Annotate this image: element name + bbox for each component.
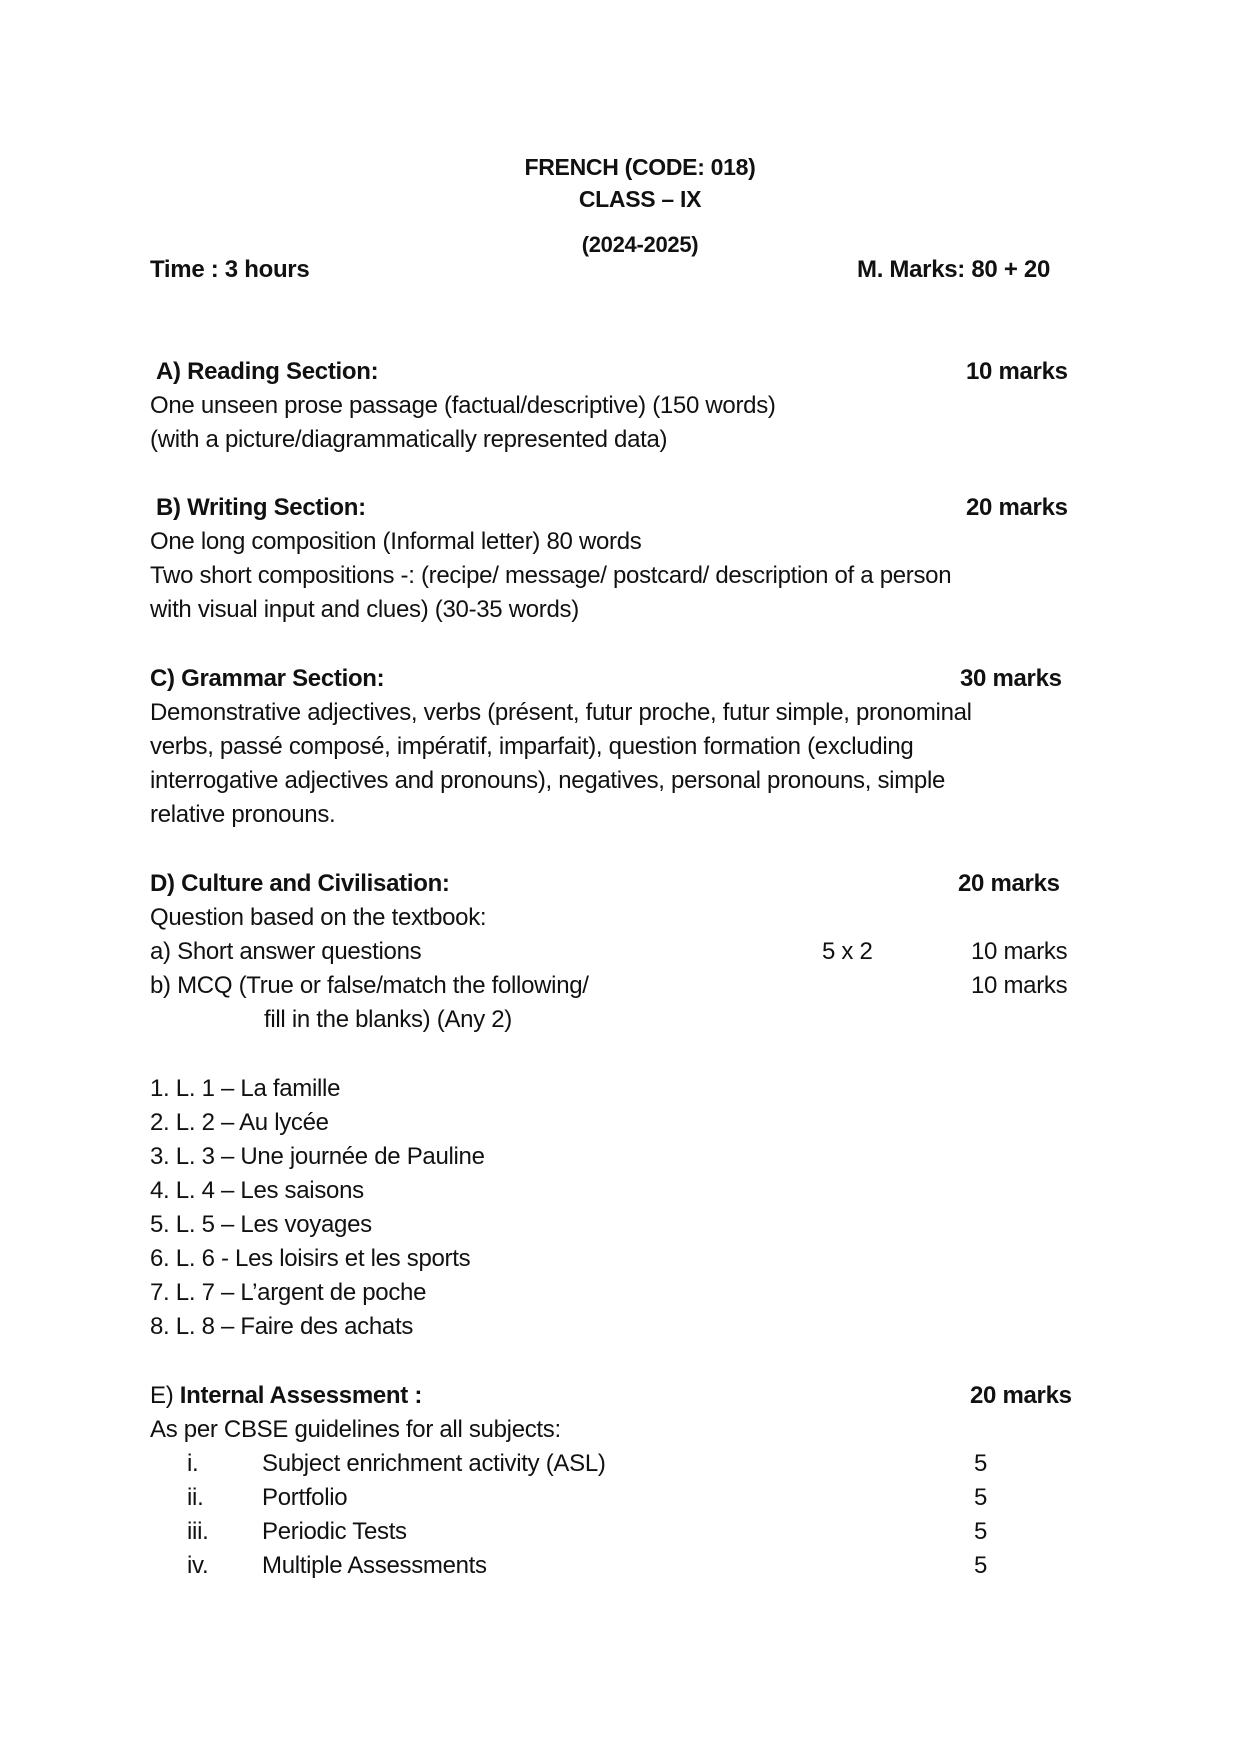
- section-heading: A) Reading Section:: [156, 358, 379, 385]
- question-type-label: b) MCQ (True or false/match the following/: [150, 972, 589, 999]
- list-item: 1. L. 1 – La famille: [150, 1075, 341, 1102]
- session-label: (2024-2025): [581, 232, 699, 257]
- class-label: CLASS – IX: [578, 186, 702, 212]
- question-split: 5 x 2: [822, 938, 873, 965]
- item-marks: 5: [974, 1518, 988, 1545]
- item-marks: 5: [974, 1450, 988, 1477]
- section-heading-text: Internal Assessment :: [179, 1382, 423, 1409]
- item-number: iii.: [187, 1518, 209, 1545]
- item-label: Multiple Assessments: [262, 1552, 487, 1579]
- section-line: Two short compositions -: (recipe/ message/ postcard/ description of a person: [150, 562, 952, 589]
- list-item: 3. L. 3 – Une journée de Pauline: [150, 1143, 485, 1170]
- question-type-continuation: fill in the blanks) (Any 2): [264, 1006, 513, 1033]
- section-line: Demonstrative adjectives, verbs (présent, futur proche, futur simple, pronominal: [150, 699, 972, 726]
- section-marks: 20 marks: [966, 494, 1068, 521]
- section-marks: 10 marks: [966, 358, 1068, 385]
- item-marks: 5: [974, 1484, 988, 1511]
- section-marks: 20 marks: [958, 870, 1060, 897]
- section-prefix: E): [150, 1382, 180, 1409]
- section-heading: D) Culture and Civilisation:: [150, 870, 450, 897]
- list-item: 2. L. 2 – Au lycée: [150, 1109, 329, 1136]
- list-item: 7. L. 7 – L’argent de poche: [150, 1279, 427, 1306]
- question-marks: 10 marks: [971, 938, 1068, 965]
- section-intro: Question based on the textbook:: [150, 904, 487, 931]
- item-label: Portfolio: [262, 1484, 348, 1511]
- section-heading: B) Writing Section:: [156, 494, 366, 521]
- section-line: verbs, passé composé, impératif, imparfait), question formation (excluding: [150, 733, 914, 760]
- item-number: iv.: [187, 1552, 209, 1579]
- item-marks: 5: [974, 1552, 988, 1579]
- section-heading: C) Grammar Section:: [150, 665, 385, 692]
- item-number: i.: [187, 1450, 199, 1477]
- section-heading: [150, 1379, 422, 1413]
- question-marks: 10 marks: [971, 972, 1068, 999]
- section-line: One long composition (Informal letter) 80 words: [150, 528, 642, 555]
- section-marks: 20 marks: [970, 1382, 1072, 1409]
- section-line: One unseen prose passage (factual/descriptive) (150 words): [150, 392, 776, 419]
- max-marks-label: M. Marks: 80 + 20: [857, 256, 1051, 283]
- section-marks: 30 marks: [960, 665, 1062, 692]
- item-label: Subject enrichment activity (ASL): [262, 1450, 606, 1477]
- section-line: with visual input and clues) (30-35 words): [150, 596, 579, 623]
- section-line: relative pronouns.: [150, 801, 336, 828]
- time-label: Time : 3 hours: [150, 256, 310, 283]
- list-item: 5. L. 5 – Les voyages: [150, 1211, 372, 1238]
- section-line: (with a picture/diagrammatically represented data): [150, 426, 668, 453]
- question-type-label: a) Short answer questions: [150, 938, 422, 965]
- list-item: 4. L. 4 – Les saisons: [150, 1177, 364, 1204]
- list-item: 8. L. 8 – Faire des achats: [150, 1313, 414, 1340]
- section-intro: As per CBSE guidelines for all subjects:: [150, 1416, 561, 1443]
- document-title: FRENCH (CODE: 018): [524, 154, 756, 180]
- item-number: ii.: [187, 1484, 204, 1511]
- item-label: Periodic Tests: [262, 1518, 407, 1545]
- section-line: interrogative adjectives and pronouns), negatives, personal pronouns, simple: [150, 767, 946, 794]
- list-item: 6. L. 6 - Les loisirs et les sports: [150, 1245, 471, 1272]
